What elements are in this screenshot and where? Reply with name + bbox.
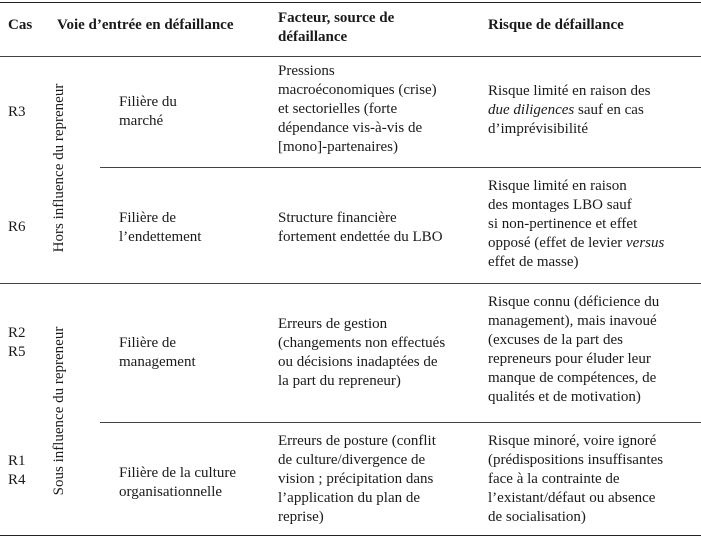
row-rule: [100, 422, 701, 423]
row-cas: R1 R4: [8, 453, 26, 488]
group-label-sous: Sous influence du repreneur: [51, 326, 67, 496]
header-risque: Risque de défaillance: [488, 17, 624, 33]
row-cas: R6: [8, 219, 26, 235]
top-rule: [0, 2, 701, 3]
row-risque: Risque limité en raison des due diligences sauf en cas d’imprévisibilité: [488, 83, 651, 137]
header-voie: Voie d’entrée en défaillance: [57, 17, 234, 33]
row-filiere: Filière de la culture organisationnelle: [119, 465, 237, 500]
row-risque: Risque minoré, voire ignoré (prédispositions insuffisantes face à la contrainte de l’existant/défaut ou absence de socialisation): [488, 433, 664, 525]
group-label-hors: Hors influence du repreneur: [51, 83, 67, 253]
header-rule: [0, 56, 701, 57]
row-facteur: Pressions macroéconomiques (crise) et sectorielles (forte dépendance vis-à-vis de [mono]-partenaires): [278, 63, 437, 155]
row-cas: R2 R5: [8, 325, 26, 360]
header-facteur: Facteur, source de défaillance: [278, 10, 395, 45]
row-risque: Risque connu (déficience du management), mais inavoué (excuses de la part des repreneurs pour éluder leur manque de compétences, de qualités et de motivation): [488, 294, 660, 405]
row-facteur: Erreurs de posture (conflit de culture/divergence de vision ; précipitation dans l’application du plan de reprise): [278, 433, 436, 525]
bottom-rule: [0, 535, 701, 536]
group-rule: [0, 283, 701, 284]
row-facteur: Structure financière fortement endettée du LBO: [278, 210, 443, 245]
row-facteur: Erreurs de gestion (changements non effectués ou décisions inadaptées de la part du repreneur): [278, 316, 446, 389]
header-cas: Cas: [8, 17, 33, 33]
row-rule: [100, 167, 701, 168]
row-cas: R3: [8, 104, 26, 120]
row-filiere: Filière de l’endettement: [119, 210, 202, 245]
row-risque: Risque limité en raison des montages LBO sauf si non-pertinence et effet opposé (effet de levier versus effet de masse): [488, 178, 665, 270]
row-filiere: Filière de management: [119, 335, 196, 370]
row-filiere: Filière du marché: [119, 94, 177, 129]
